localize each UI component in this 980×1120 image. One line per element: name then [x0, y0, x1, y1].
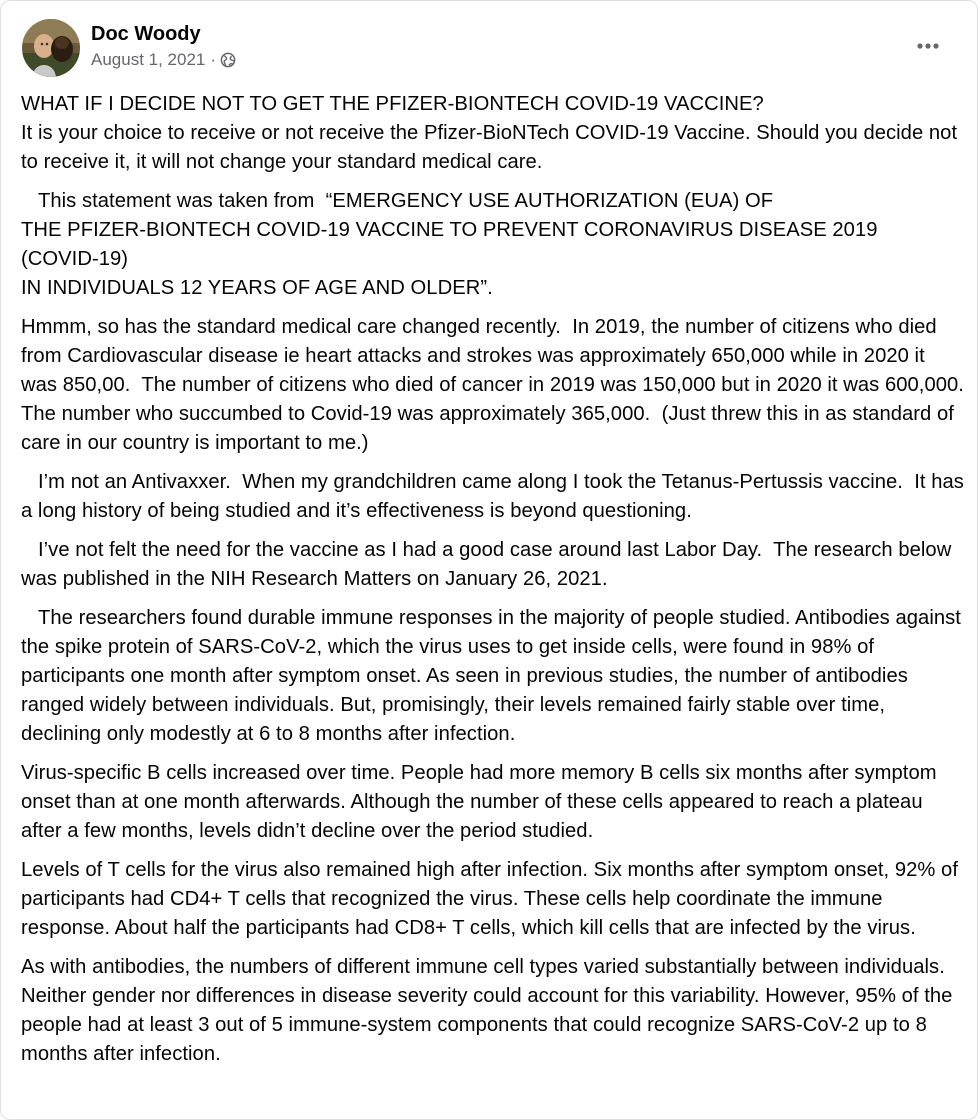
- post-paragraph-3: Hmmm, so has the standard medical care changed recently. In 2019, the number of citizens who died from Cardiovascular disease ie heart attacks and strokes was approximately 650,000 while in 2020 it was 850,00. The number of citizens who died of cancer in 2019 was 150,000 but in 2020 it was 600,000. The number who succumbed to Covid-19 was approximately 365,000. (Just threw this in as standard of care in our country is important to me.): [21, 316, 975, 454]
- post-paragraph-7: Virus-specific B cells increased over time. People had more memory B cells six months after symptom onset than at one month afterwards. Although the number of these cells appeared to reach a plateau after a few months, levels didn’t decline over the period studied.: [21, 762, 943, 842]
- post-paragraph-6: The researchers found durable immune responses in the majority of people studied. Antibodies against the spike protein of SARS-CoV-2, which the virus uses to get inside cells, were found in 98% of participants one month after symptom onset. As seen in previous studies, the number of antibodies ranged widely between individuals. But, promisingly, their levels remained fairly stable over time, declining only modestly at 6 to 8 months after infection.: [21, 607, 967, 745]
- more-options-icon: [916, 42, 940, 50]
- post-paragraph-2: This statement was taken from “EMERGENCY USE AUTHORIZATION (EUA) OF THE PFIZER-BIONTECH COVID-19 VACCINE TO PREVENT CORONAVIRUS DISEASE 2019 (COVID-19) IN INDIVIDUALS 12 YEARS OF AGE AND OLDER”.: [21, 190, 878, 299]
- post-paragraph-5: I’ve not felt the need for the vaccine as I had a good case around last Labor Day. The research below was published in the NIH Research Matters on January 26, 2021.: [21, 539, 958, 590]
- more-options-button[interactable]: [913, 31, 943, 61]
- post-paragraph-8: Levels of T cells for the virus also remained high after infection. Six months after symptom onset, 92% of participants had CD4+ T cells that recognized the virus. These cells help coordinate the immune response. About half the participants had CD8+ T cells, which kill cells that are infected by the virus.: [21, 859, 964, 939]
- post-body: [21, 90, 975, 1079]
- profile-photo-icon: [22, 19, 80, 77]
- globe-icon[interactable]: [220, 52, 236, 68]
- separator-dot: ·: [210, 50, 217, 69]
- post-paragraph-9: As with antibodies, the numbers of different immune cell types varied substantially between individuals. Neither gender nor differences in disease severity could account for this variability. However, 95% of the people had at least 3 out of 5 immune-system components that could recognize SARS-CoV-2 up to 8 months after infection.: [21, 956, 959, 1065]
- author-name[interactable]: Doc Woody: [91, 23, 201, 45]
- post-paragraph-4: I’m not an Antivaxxer. When my grandchildren came along I took the Tetanus-Pertussis vaccine. It has a long history of being studied and it’s effectiveness is beyond questioning.: [21, 471, 970, 522]
- post-paragraph-1: WHAT IF I DECIDE NOT TO GET THE PFIZER-BIONTECH COVID-19 VACCINE? It is your choice to receive or not receive the Pfizer-BioNTech COVID-19 Vaccine. Should you decide not to receive it, it will not change your standard medical care.: [21, 93, 958, 173]
- post-date-row: [91, 50, 236, 70]
- post-date[interactable]: August 1, 2021: [91, 50, 206, 69]
- avatar[interactable]: [22, 19, 80, 77]
- post-meta: [91, 19, 236, 70]
- post-header: [22, 19, 236, 77]
